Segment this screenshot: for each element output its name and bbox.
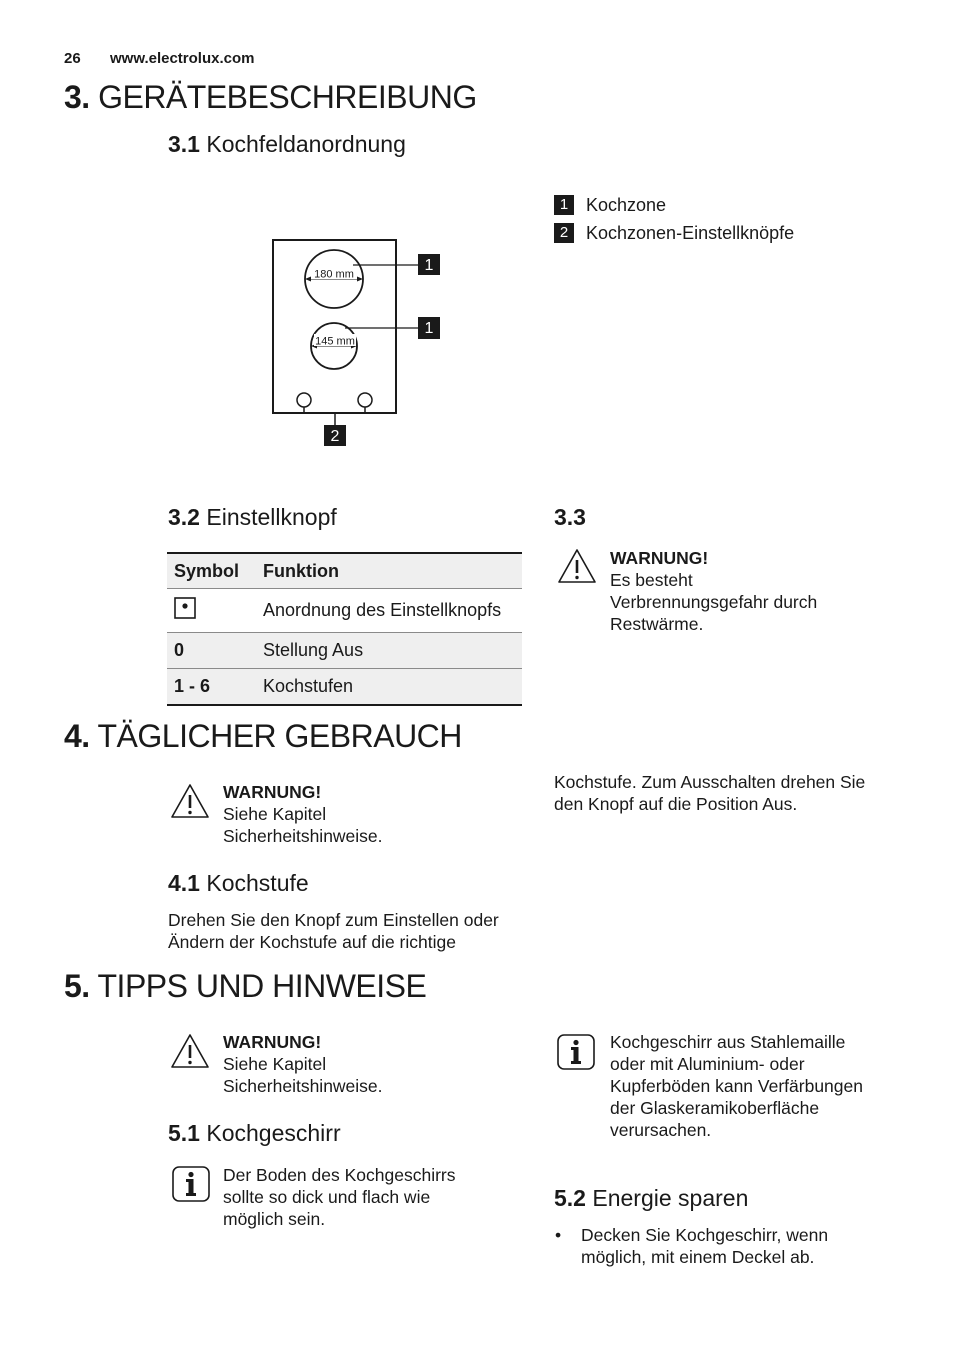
- warning-title: WARNUNG!: [223, 782, 322, 802]
- callout-knobs-number: 2: [330, 428, 340, 445]
- subsection-3-1-number: 3.1: [168, 131, 200, 157]
- legend-item: [554, 191, 794, 219]
- table-row: [167, 633, 522, 669]
- table-row: [167, 589, 522, 633]
- section-4-heading: [64, 720, 462, 752]
- subsection-4-1-heading: [168, 872, 309, 895]
- warning-text: Es besteht Verbrennungsgefahr durch Restwärme.: [610, 570, 818, 634]
- knob-position-icon: [174, 597, 196, 619]
- table-cell-symbol: 1 - 6: [167, 669, 256, 706]
- legend-number: 2: [554, 223, 574, 243]
- section-3-number: 3.: [64, 79, 90, 115]
- callout-zone-small-number: 1: [424, 320, 434, 337]
- section-3-heading: [64, 81, 477, 113]
- subsection-3-3-heading: [554, 506, 586, 529]
- subsection-3-2-title: Einstellknopf: [206, 504, 337, 530]
- info-icon: [557, 1034, 595, 1070]
- page-number: 26: [64, 50, 81, 67]
- warning-text: Siehe Kapitel Sicherheitshinweise.: [223, 1054, 383, 1096]
- section-4-number: 4.: [64, 718, 90, 754]
- warning-triangle-icon: [170, 783, 210, 819]
- zone-small-diameter-label: 145 mm: [315, 335, 355, 348]
- subsection-5-1-title: Kochgeschirr: [206, 1120, 341, 1146]
- subsection-3-2-heading: [168, 506, 337, 529]
- section-4-title: TÄGLICHER GEBRAUCH: [97, 718, 462, 754]
- table-header-row: [167, 553, 522, 589]
- hob-layout-diagram: [260, 230, 450, 450]
- section-3-title: GERÄTEBESCHREIBUNG: [98, 79, 477, 115]
- table-cell-symbol: 0: [167, 633, 256, 669]
- subsection-5-2-number: 5.2: [554, 1185, 586, 1211]
- section-5-number: 5.: [64, 968, 90, 1004]
- legend-number: 1: [554, 195, 574, 215]
- warning-triangle-icon: [170, 1033, 210, 1069]
- warning-triangle-icon: [557, 548, 597, 584]
- subsection-3-3-number: 3.3: [554, 504, 586, 530]
- legend-label: Kochzonen-Einstellknöpfe: [586, 222, 795, 243]
- table-cell-function: Anordnung des Einstellknopfs: [256, 589, 522, 633]
- subsection-5-2-title: Energie sparen: [592, 1185, 749, 1211]
- subsection-3-2-number: 3.2: [168, 504, 200, 530]
- control-knob-right: [358, 393, 372, 407]
- list-item: • Decken Sie Kochgeschirr, wenn möglich, mit einem Deckel ab.: [555, 1224, 875, 1268]
- info-text-enamel: Kochgeschirr aus Stahlemaille oder mit Aluminium- oder Kupferböden kann Verfärbungen der Glaskeramikoberfläche verursachen.: [610, 1032, 863, 1140]
- table-header-function: Funktion: [256, 553, 522, 589]
- warning-title: WARNUNG!: [610, 548, 709, 568]
- callout-zone-large-number: 1: [424, 257, 434, 274]
- hob-outline: [273, 240, 396, 413]
- warning-3-3: [610, 547, 850, 635]
- energy-saving-list: [555, 1224, 875, 1268]
- warning-section-5: [223, 1031, 423, 1097]
- table-cell-function: Stellung Aus: [256, 633, 522, 669]
- subsection-4-1-number: 4.1: [168, 870, 200, 896]
- knob-function-table: [167, 552, 522, 706]
- zone-large-diameter-label: 180 mm: [314, 268, 354, 281]
- subsection-5-2-heading: [554, 1187, 748, 1210]
- table-cell-function: Kochstufen: [256, 669, 522, 706]
- subsection-3-1-title: Kochfeldanordnung: [206, 131, 406, 157]
- table-cell-symbol: [167, 589, 256, 633]
- table-row: [167, 669, 522, 706]
- subsection-5-1-heading: [168, 1122, 341, 1145]
- warning-title: WARNUNG!: [223, 1032, 322, 1052]
- diagram-legend: [554, 191, 794, 247]
- table-header-symbol: Symbol: [167, 553, 256, 589]
- section-5-title: TIPPS UND HINWEISE: [97, 968, 427, 1004]
- subsection-5-1-number: 5.1: [168, 1120, 200, 1146]
- info-text-cookware: Der Boden des Kochgeschirrs sollte so dick und flach wie möglich sein.: [223, 1165, 456, 1229]
- subsection-3-1-heading: [168, 133, 406, 156]
- control-knob-left: [297, 393, 311, 407]
- subsection-4-1-text: Drehen Sie den Knopf zum Einstellen oder Ändern der Kochstufe auf die richtige: [168, 910, 499, 952]
- subsection-4-1-title: Kochstufe: [206, 870, 309, 896]
- header-url: www.electrolux.com: [110, 50, 255, 67]
- section-5-heading: [64, 970, 426, 1002]
- legend-label: Kochzone: [586, 194, 667, 215]
- info-icon: [172, 1166, 210, 1202]
- warning-section-4: [223, 781, 423, 847]
- subsection-4-1-text-continued: Kochstufe. Zum Ausschalten drehen Sie den Knopf auf die Position Aus.: [554, 772, 866, 814]
- legend-item: [554, 219, 794, 247]
- warning-text: Siehe Kapitel Sicherheitshinweise.: [223, 804, 383, 846]
